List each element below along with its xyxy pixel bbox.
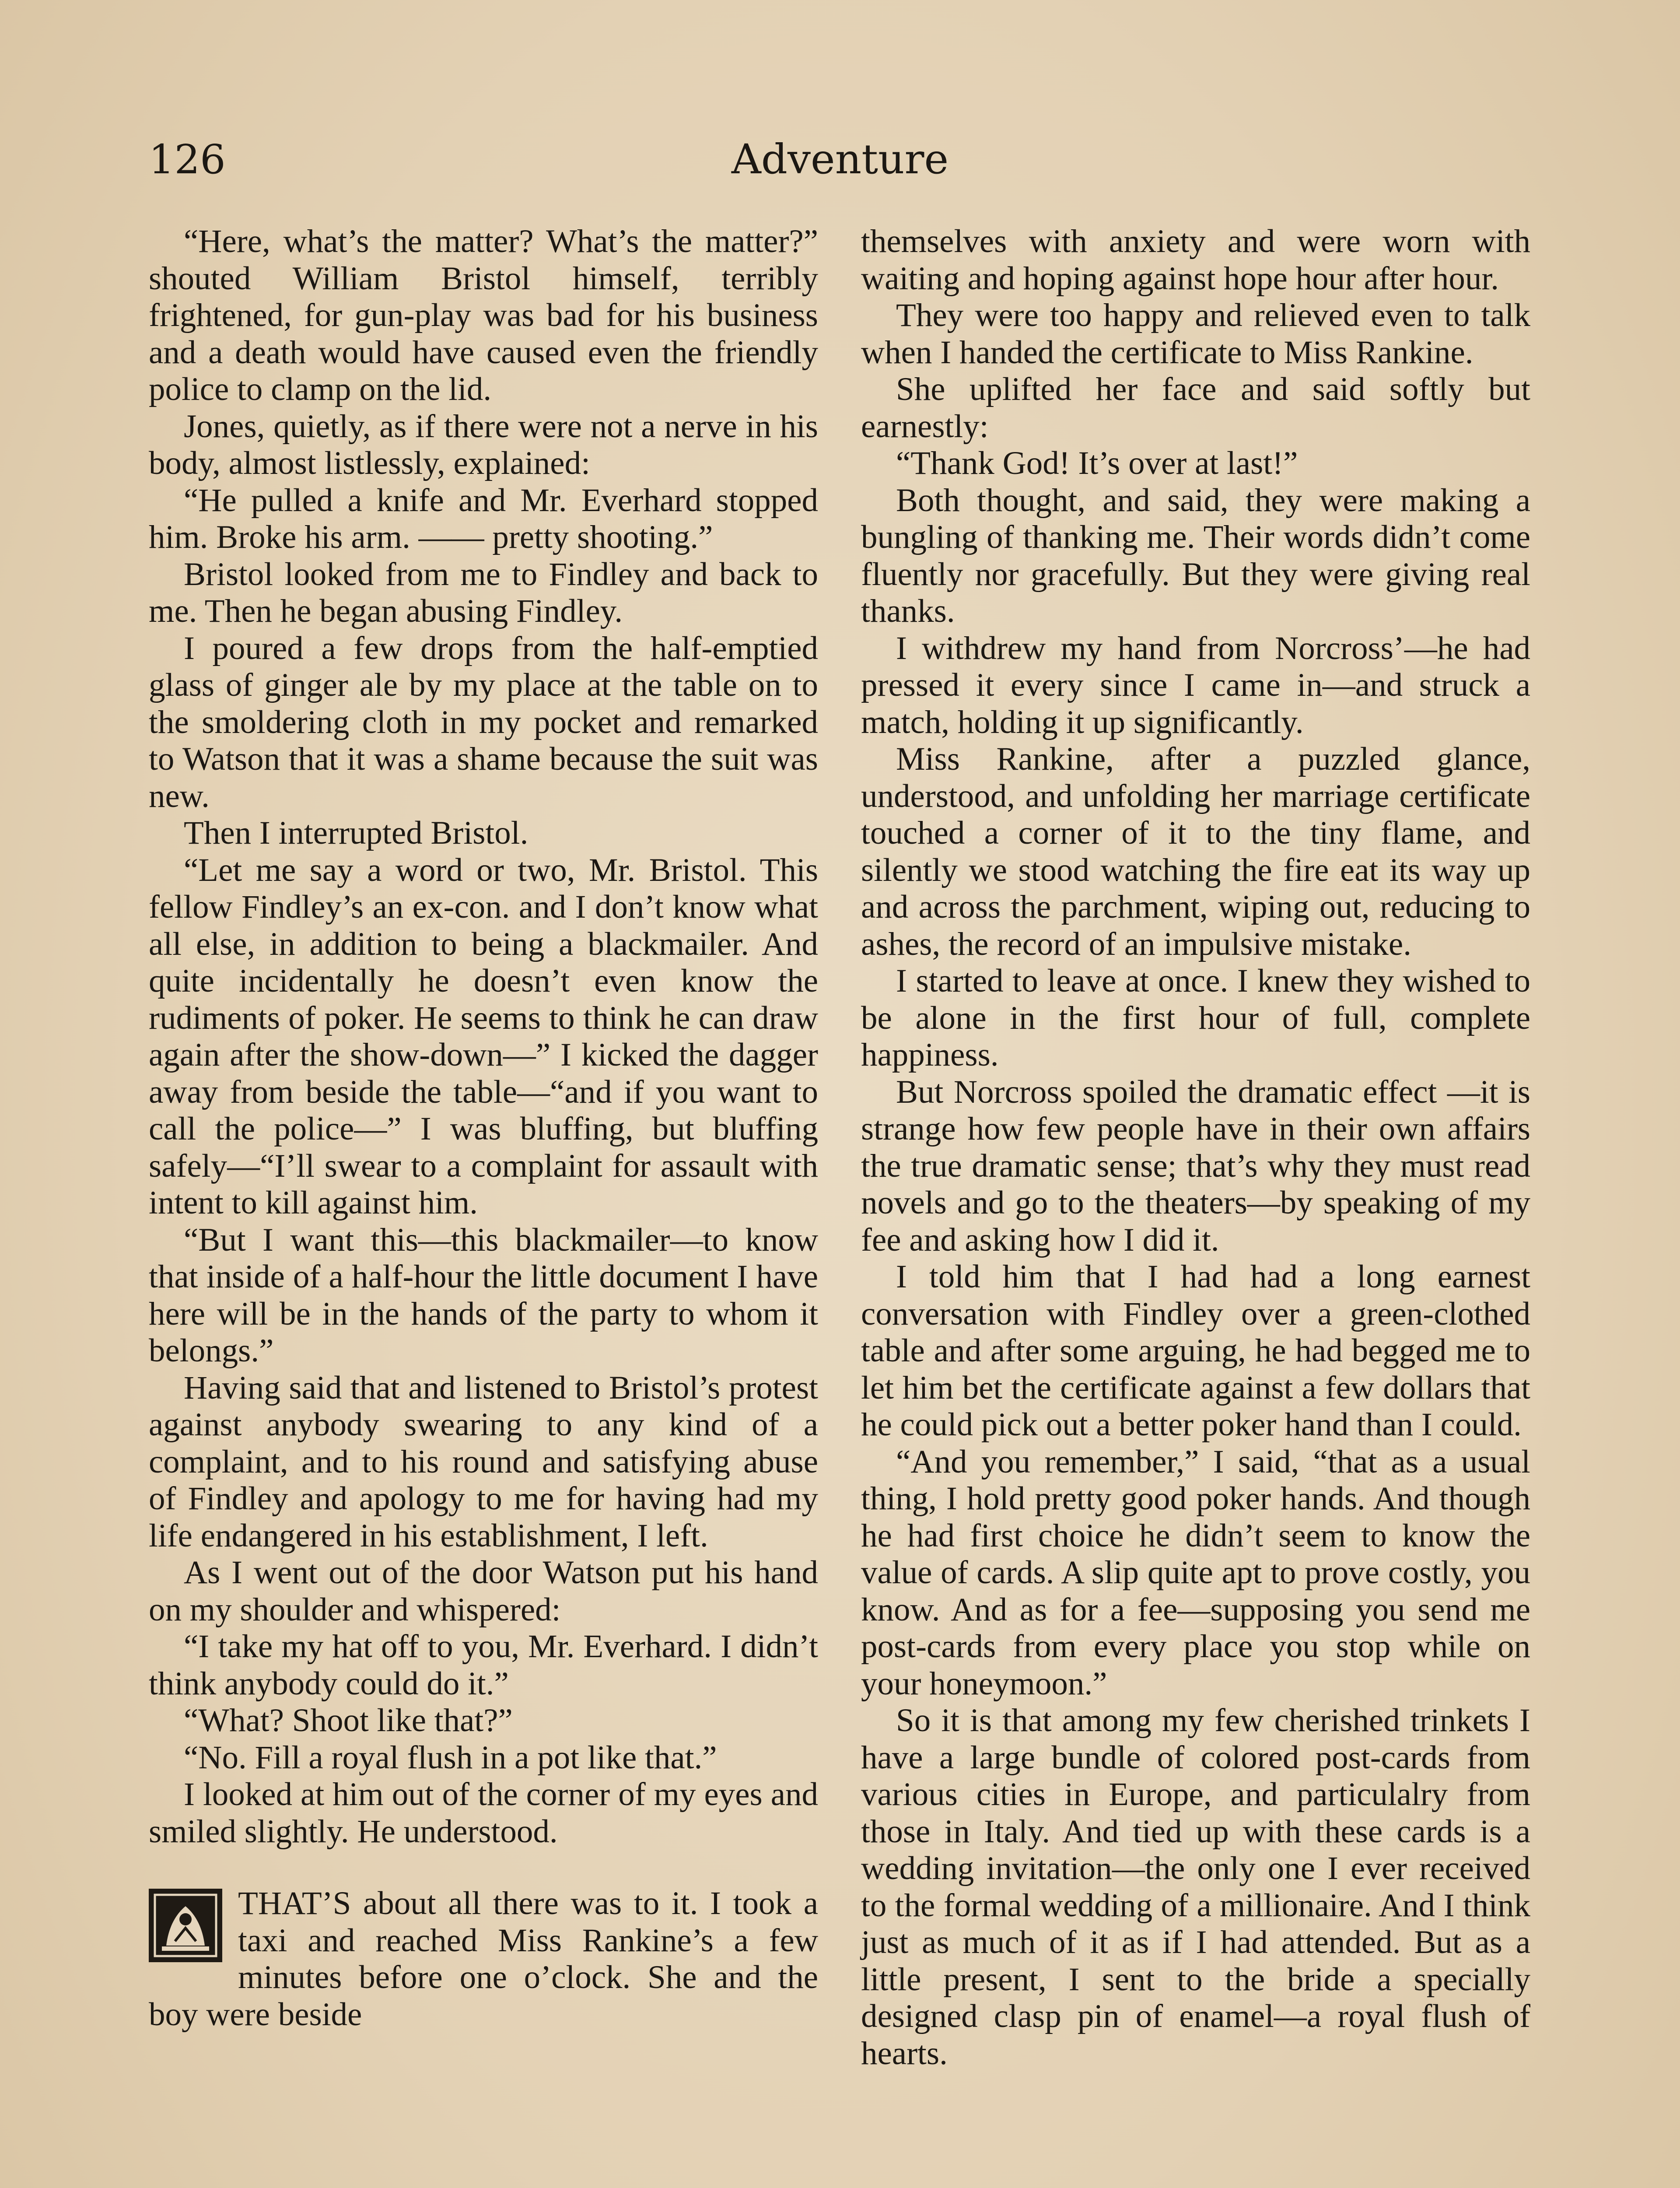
- right-column: [861, 223, 1530, 2072]
- paragraph: They were too happy and relieved even to talk when I handed the certificate to Miss Rankine.: [861, 297, 1530, 371]
- paragraph: She uplifted her face and said softly but earnestly:: [861, 371, 1530, 445]
- paragraph: As I went out of the door Watson put his hand on my shoulder and whispered:: [149, 1554, 818, 1628]
- paragraph: I poured a few drops from the half-emptied glass of ginger ale by my place at the table on to the smoldering cloth in my pocket and remarked to Watson that it was a shame because the suit was new.: [149, 630, 818, 814]
- paragraph: “What? Shoot like that?”: [184, 1702, 513, 1739]
- paragraph: “But I want this—this blackmailer—to know that inside of a half-hour the little document I have here will be in the hands of the party to whom it belongs.”: [149, 1221, 818, 1369]
- page-number: 126: [149, 136, 226, 183]
- paragraph: Jones, quietly, as if there were not a nerve in his body, almost listlessly, explained:: [149, 408, 818, 481]
- paragraph: I started to leave at once. I knew they wished to be alone in the first hour of full, complete happiness.: [861, 963, 1530, 1073]
- paragraph: “He pulled a knife and Mr. Everhard stopped him. Broke his arm. —— pretty shooting.”: [149, 482, 818, 555]
- paragraph: But Norcross spoiled the dramatic effect —it is strange how few people have in their own affairs the true dramatic sense; that’s why they must read novels and go to the theaters—by speaking of my fee and asking how I did it.: [861, 1073, 1530, 1258]
- paragraph: “Let me say a word or two, Mr. Bristol. This fellow Findley’s an ex-con. and I don’t know what all else, in addition to being a blackmailer. And quite incidentally he doesn’t even know the rudiments of poker. He seems to think he can draw again after the show-down—” I kicked the dagger away from beside the table—“and if you want to call the police—” I was bluffing, but bluffing safely—“I’ll swear to a complaint for assault with intent to kill against him.: [149, 852, 818, 1221]
- paragraph: “Thank God! It’s over at last!”: [896, 445, 1298, 481]
- paragraph-continuation: themselves with anxiety and were worn with waiting and hoping against hope hour after hour.: [861, 223, 1530, 297]
- paragraph: Bristol looked from me to Findley and back to me. Then he began abusing Findley.: [149, 556, 818, 629]
- page-header: [149, 127, 1531, 193]
- paragraph: Both thought, and said, they were making a bungling of thanking me. Their words didn’t come fluently nor gracefully. But they were giving real thanks.: [861, 482, 1530, 629]
- section-break: [149, 1885, 818, 2033]
- paragraph: Having said that and listened to Bristol’s protest against anybody swearing to any kind of a complaint, and to his round and satisfying abuse of Findley and apology to me for having had my life endangered in his establishment, I left.: [149, 1369, 818, 1554]
- paragraph: So it is that among my few cherished trinkets I have a large bundle of colored post-cards from various cities in Europe, and particulalry from those in Italy. And tied up with these cards is a wedding invitation—the only one I ever received to the formal wedding of a millionaire. And I think just as much of it as if I had attended. But as a little present, I sent to the bride a specially designed clasp pin of enamel—a royal flush of hearts.: [861, 1702, 1530, 2072]
- left-column: [149, 223, 818, 2033]
- paragraph: “And you remember,” I said, “that as a usual thing, I hold pretty good poker hands. And though he had first choice he didn’t seem to know the value of cards. A slip quite apt to prove costly, you know. And as for a fee—supposing you send me post-cards from every place you stop while on your honeymoon.”: [861, 1443, 1530, 1702]
- paragraph: “I take my hat off to you, Mr. Everhard. I didn’t think anybody could do it.”: [149, 1628, 818, 1702]
- paragraph: I withdrew my hand from Norcross’—he had pressed it every since I came in—and struck a match, holding it up significantly.: [861, 630, 1530, 740]
- paragraph: I told him that I had had a long earnest conversation with Findley over a green-clothed table and after some arguing, he had begged me to let him bet the certificate against a few dollars that he could pick out a better poker hand than I could.: [861, 1259, 1530, 1443]
- section-ornament-icon: [149, 1889, 222, 1962]
- paragraph: “No. Fill a royal flush in a pot like that.”: [184, 1739, 717, 1776]
- paragraph: THAT’S about all there was to it. I took a taxi and reached Miss Rankine’s a few minutes before one o’clock. She and the boy were beside: [149, 1885, 818, 2033]
- running-head: Adventure: [731, 136, 949, 183]
- paragraph: “Here, what’s the matter? What’s the matter?” shouted William Bristol himself, terribly frightened, for gun-play was bad for his business and a death would have caused even the friendly police to clamp on the lid.: [149, 223, 818, 407]
- paragraph: I looked at him out of the corner of my eyes and smiled slightly. He understood.: [149, 1776, 818, 1850]
- paragraph: Then I interrupted Bristol.: [184, 815, 528, 851]
- paragraph: Miss Rankine, after a puzzled glance, understood, and unfolding her marriage certificate touched a corner of it to the tiny flame, and silently we stood watching the fire eat its way up and across the parchment, wiping out, reducing to ashes, the record of an impulsive mistake.: [861, 741, 1530, 962]
